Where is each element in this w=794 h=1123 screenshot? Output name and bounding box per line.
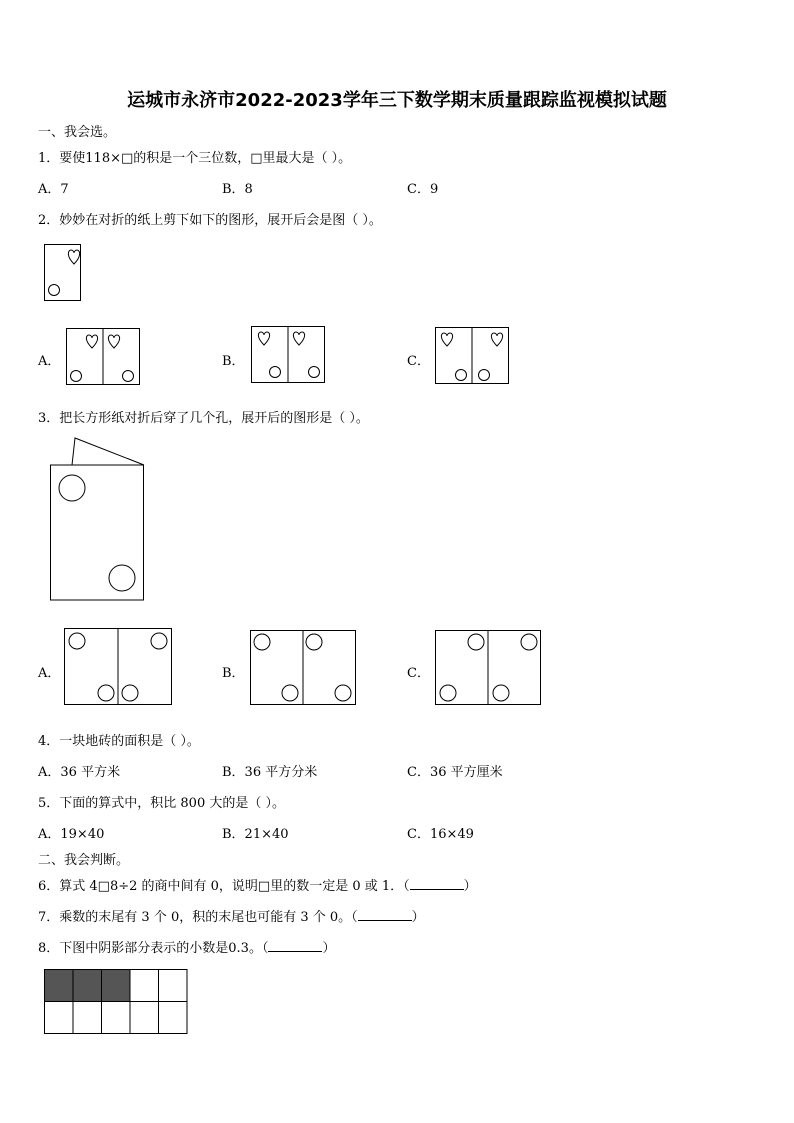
- question-3: 3．把长方形纸对折后穿了几个孔，展开后的图形是（ ）。: [38, 411, 369, 426]
- q2-option-c-figure[interactable]: [435, 327, 511, 385]
- q2-option-b-figure[interactable]: [251, 326, 327, 384]
- q2-option-c[interactable]: C．: [407, 354, 430, 369]
- q2-option-b[interactable]: B．: [222, 354, 245, 369]
- q3-option-b[interactable]: B．: [222, 666, 245, 681]
- question-2: 2．妙妙在对折的纸上剪下如下的图形，展开后会是图（ ）。: [38, 213, 382, 228]
- grid-cell-shaded: [102, 970, 131, 1002]
- question-8: [38, 937, 335, 956]
- section-1-heading: 一、我会选。: [38, 125, 117, 140]
- q8-answer-blank[interactable]: [268, 939, 322, 952]
- q5-option-b[interactable]: B．21×40: [222, 827, 289, 842]
- q4-option-b[interactable]: B．36 平方分米: [222, 765, 318, 780]
- q3-option-a-figure[interactable]: [64, 628, 174, 706]
- q4-option-a[interactable]: A．36 平方米: [38, 765, 121, 780]
- q6-text: 6．算式 4□8÷2 的商中间有 0，说明□里的数一定是 0 或 1．（: [38, 879, 410, 894]
- grid-cell: [130, 1002, 159, 1034]
- q3-option-a[interactable]: A．: [38, 666, 61, 681]
- question-1: 1．要使118×□的积是一个三位数，□里最大是（ ）。: [38, 151, 352, 166]
- q8-shaded-grid: [44, 969, 190, 1035]
- q2-folded-paper-figure: [44, 244, 84, 302]
- q6-answer-blank[interactable]: [410, 877, 464, 890]
- q2-option-a[interactable]: A．: [38, 354, 61, 369]
- q7-text: 7．乘数的末尾有 3 个 0，积的末尾也可能有 3 个 0。（: [38, 910, 358, 925]
- grid-cell-shaded: [45, 970, 74, 1002]
- q5-option-a[interactable]: A．19×40: [38, 827, 105, 842]
- q7-close-paren: ）: [411, 910, 425, 925]
- section-2-heading: 二、我会判断。: [38, 853, 130, 868]
- grid-cell: [130, 970, 159, 1002]
- q3-option-c-figure[interactable]: [435, 630, 543, 706]
- grid-cell: [159, 1002, 188, 1034]
- q8-close-paren: ）: [322, 941, 336, 956]
- q1-option-b[interactable]: B．8: [222, 182, 253, 197]
- grid-cell: [73, 1002, 102, 1034]
- grid-cell: [102, 1002, 131, 1034]
- question-7: [38, 906, 425, 925]
- question-5: 5．下面的算式中，积比 800 大的是（ ）。: [38, 796, 285, 811]
- grid-cell: [159, 970, 188, 1002]
- q3-option-b-figure[interactable]: [250, 630, 358, 706]
- grid-cell-shaded: [73, 970, 102, 1002]
- q6-close-paren: ）: [463, 879, 477, 894]
- q1-option-c[interactable]: C．9: [407, 182, 439, 197]
- q3-option-c[interactable]: C．: [407, 666, 430, 681]
- page-title: 运城市永济市2022-2023学年三下数学期末质量跟踪监视模拟试题: [127, 90, 667, 111]
- q4-option-c[interactable]: C．36 平方厘米: [407, 765, 503, 780]
- question-4: 4．一块地砖的面积是（ ）。: [38, 734, 200, 749]
- question-6: [38, 875, 477, 894]
- grid-cell: [45, 1002, 74, 1034]
- q7-answer-blank[interactable]: [358, 908, 412, 921]
- q5-option-c[interactable]: C．16×49: [407, 827, 474, 842]
- q8-text: 8．下图中阴影部分表示的小数是0.3。（: [38, 941, 269, 956]
- q2-option-a-figure[interactable]: [66, 328, 142, 386]
- q1-option-a[interactable]: A．7: [38, 182, 69, 197]
- q3-folded-paper-figure: [50, 438, 148, 603]
